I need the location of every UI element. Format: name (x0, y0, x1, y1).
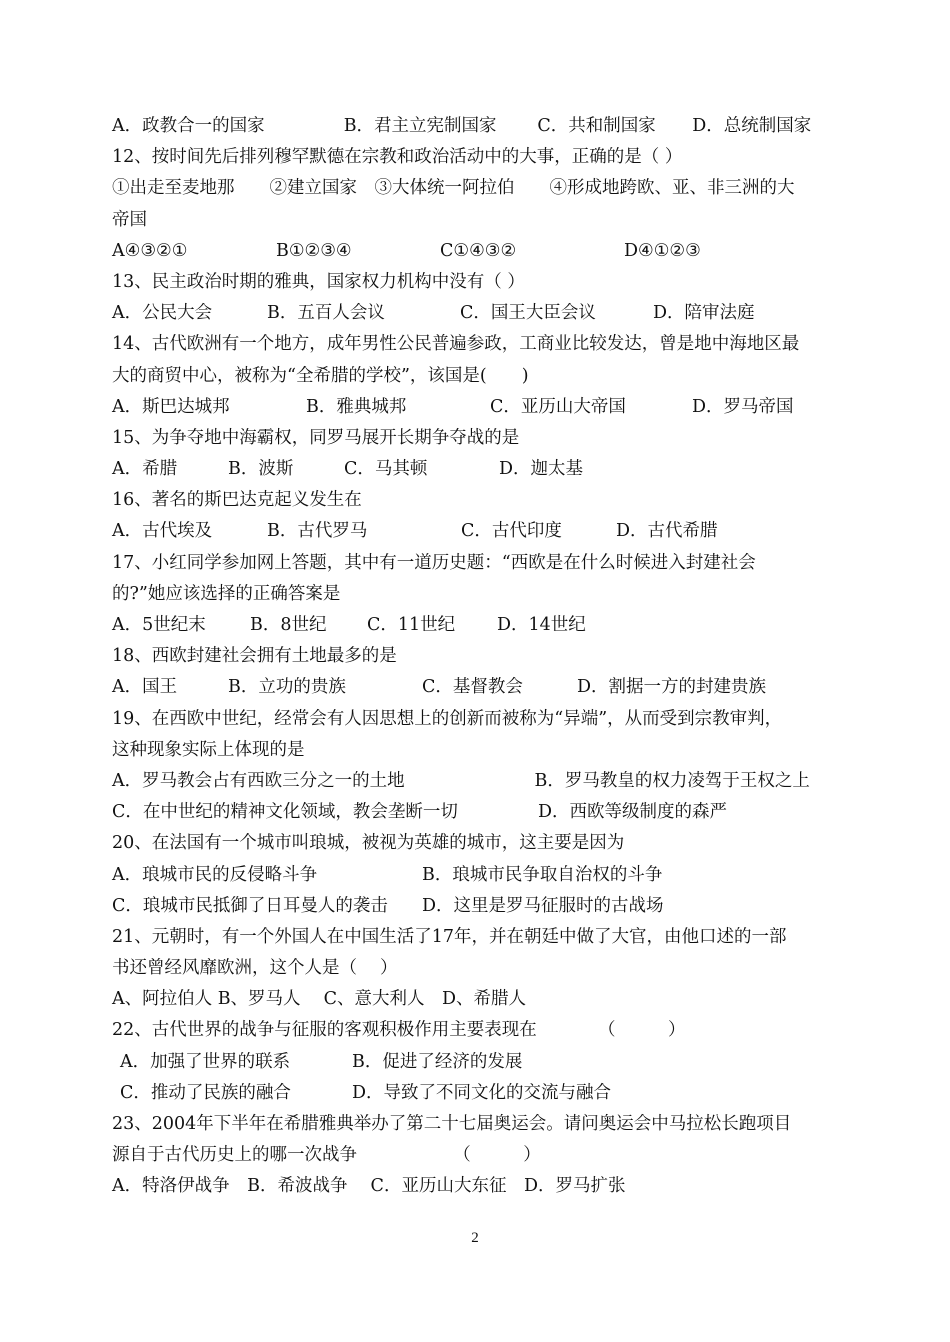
option-text: C．基督教会 (422, 677, 523, 698)
exam-questions (112, 111, 842, 1203)
option-text: D．这里是罗马征服时的古战场 (422, 895, 664, 916)
text-line: 大的商贸中心，被称为“全希腊的学校”，该国是( ) (112, 365, 529, 386)
option-text: C．在中世纪的精神文化领域，教会垄断一切 (112, 802, 458, 823)
option-text: A．琅城市民的反侵略斗争 (112, 864, 318, 885)
option-text: B．促进了经济的发展 (352, 1051, 523, 1072)
option-line (112, 860, 842, 891)
text-line: 的?”她应该选择的正确答案是 (112, 583, 341, 604)
option-text: C．琅城市民抵御了日耳曼人的袭击 (112, 895, 388, 916)
option-text: D．割据一方的封建贵族 (577, 677, 767, 698)
option-text: B．君主立宪制国家 (343, 116, 497, 136)
option-text: D．西欧等级制度的森严 (538, 802, 728, 823)
option-text: A．罗马教会占有西欧三分之一的土地 (112, 770, 405, 791)
option-line (112, 111, 842, 142)
option-line (112, 610, 842, 641)
option-text: D．导致了不同文化的交流与融合 (352, 1082, 612, 1103)
text-line: 13、民主政治时期的雅典，国家权力机构中没有（ ） (112, 271, 525, 292)
option-line (112, 1047, 842, 1078)
option-text: C．古代印度 (461, 521, 562, 542)
option-text: C．国王大臣会议 (460, 303, 596, 324)
option-text: A．5世纪末 (112, 615, 206, 635)
option-text: B．五百人会议 (267, 303, 385, 324)
option-text: D．14世纪 (497, 615, 586, 635)
option-text: B．雅典城邦 (306, 396, 407, 417)
text-line: 21、元朝时，有一个外国人在中国生活了17年，并在朝廷中做了大官，由他口述的一部 (112, 926, 787, 947)
option-text: B．古代罗马 (267, 521, 368, 542)
option-text: A．国王 (112, 677, 178, 698)
text-line: 帝国 (112, 209, 147, 230)
option-line (112, 797, 842, 828)
text-line: ①出走至麦地那 ②建立国家 ③大体统一阿拉伯 ④形成地跨欧、亚、非三洲的大 (112, 178, 795, 199)
option-line (112, 891, 842, 922)
option-line (112, 298, 842, 329)
option-text: C．推动了民族的融合 (120, 1082, 291, 1103)
option-text: A④③②① (112, 240, 188, 261)
option-text: A．政教合一的国家 (112, 116, 265, 136)
option-line (112, 1078, 842, 1109)
text-line: 23、2004年下半年在希腊雅典举办了第二十七届奥运会。请问奥运会中马拉松长跑项目 (112, 1114, 792, 1134)
option-text: C．11世纪 (367, 615, 456, 635)
option-text: B．罗马教皇的权力凌驾于王权之上 (534, 770, 810, 791)
option-text: B．立功的贵族 (228, 677, 346, 698)
option-text: C．共和制国家 (537, 116, 656, 136)
option-line (112, 454, 842, 485)
option-text: D．迦太基 (499, 459, 584, 480)
text-line: A．特洛伊战争 B．希波战争 C．亚历山大东征 D．罗马扩张 (112, 1176, 626, 1197)
option-text: C．亚历山大帝国 (490, 396, 626, 417)
option-text: A．古代埃及 (112, 521, 213, 542)
text-line: 源自于古代历史上的哪一次战争 （ ） (112, 1145, 541, 1166)
text-line: 书还曾经风靡欧洲，这个人是（ ） (112, 958, 398, 979)
option-text: B．琅城市民争取自治权的斗争 (422, 864, 663, 885)
option-text: B．8世纪 (250, 615, 327, 635)
option-text: D．总统制国家 (692, 116, 812, 136)
text-line: 19、在西欧中世纪，经常会有人因思想上的创新而被称为“异端”，从而受到宗教审判， (112, 708, 783, 729)
text-line: 15、为争夺地中海霸权，同罗马展开长期争夺战的是 (112, 427, 520, 448)
page-number: 2 (471, 1230, 479, 1246)
option-text: A．公民大会 (112, 303, 213, 324)
option-text: A．斯巴达城邦 (112, 396, 230, 417)
text-line: 14、古代欧洲有一个地方，成年男性公民普遍参政，工商业比较发达，曾是地中海地区最 (112, 334, 800, 355)
option-text: D．罗马帝国 (692, 396, 794, 417)
text-line: 18、西欧封建社会拥有土地最多的是 (112, 646, 397, 667)
text-line: 12、按时间先后排列穆罕默德在宗教和政治活动中的大事，正确的是（ ） (112, 147, 683, 168)
text-line: 20、在法国有一个城市叫琅城，被视为英雄的城市，这主要是因为 (112, 833, 625, 854)
option-line (112, 672, 842, 703)
option-line (112, 392, 842, 423)
option-line (112, 766, 842, 797)
option-text: C①④③② (440, 240, 517, 261)
option-line (112, 236, 842, 267)
option-text: A．加强了世界的联系 (120, 1051, 291, 1072)
text-line: 16、著名的斯巴达克起义发生在 (112, 490, 362, 511)
option-text: B．波斯 (228, 459, 294, 480)
text-line: 17、小红同学参加网上答题，其中有一道历史题：“西欧是在什么时候进入封建社会 (112, 552, 756, 573)
text-line: 这种现象实际上体现的是 (112, 739, 305, 760)
option-line (112, 516, 842, 547)
text-line: 22、古代世界的战争与征服的客观积极作用主要表现在 （ ） (112, 1020, 686, 1041)
text-line: A、阿拉伯人 B、罗马人 C、意大利人 D、希腊人 (112, 989, 527, 1010)
option-text: D．陪审法庭 (653, 303, 755, 324)
option-text: B①②③④ (276, 240, 352, 261)
option-text: D．古代希腊 (616, 521, 718, 542)
option-text: C．马其顿 (344, 459, 428, 480)
option-text: D④①②③ (624, 240, 701, 261)
option-text: A．希腊 (112, 459, 178, 480)
